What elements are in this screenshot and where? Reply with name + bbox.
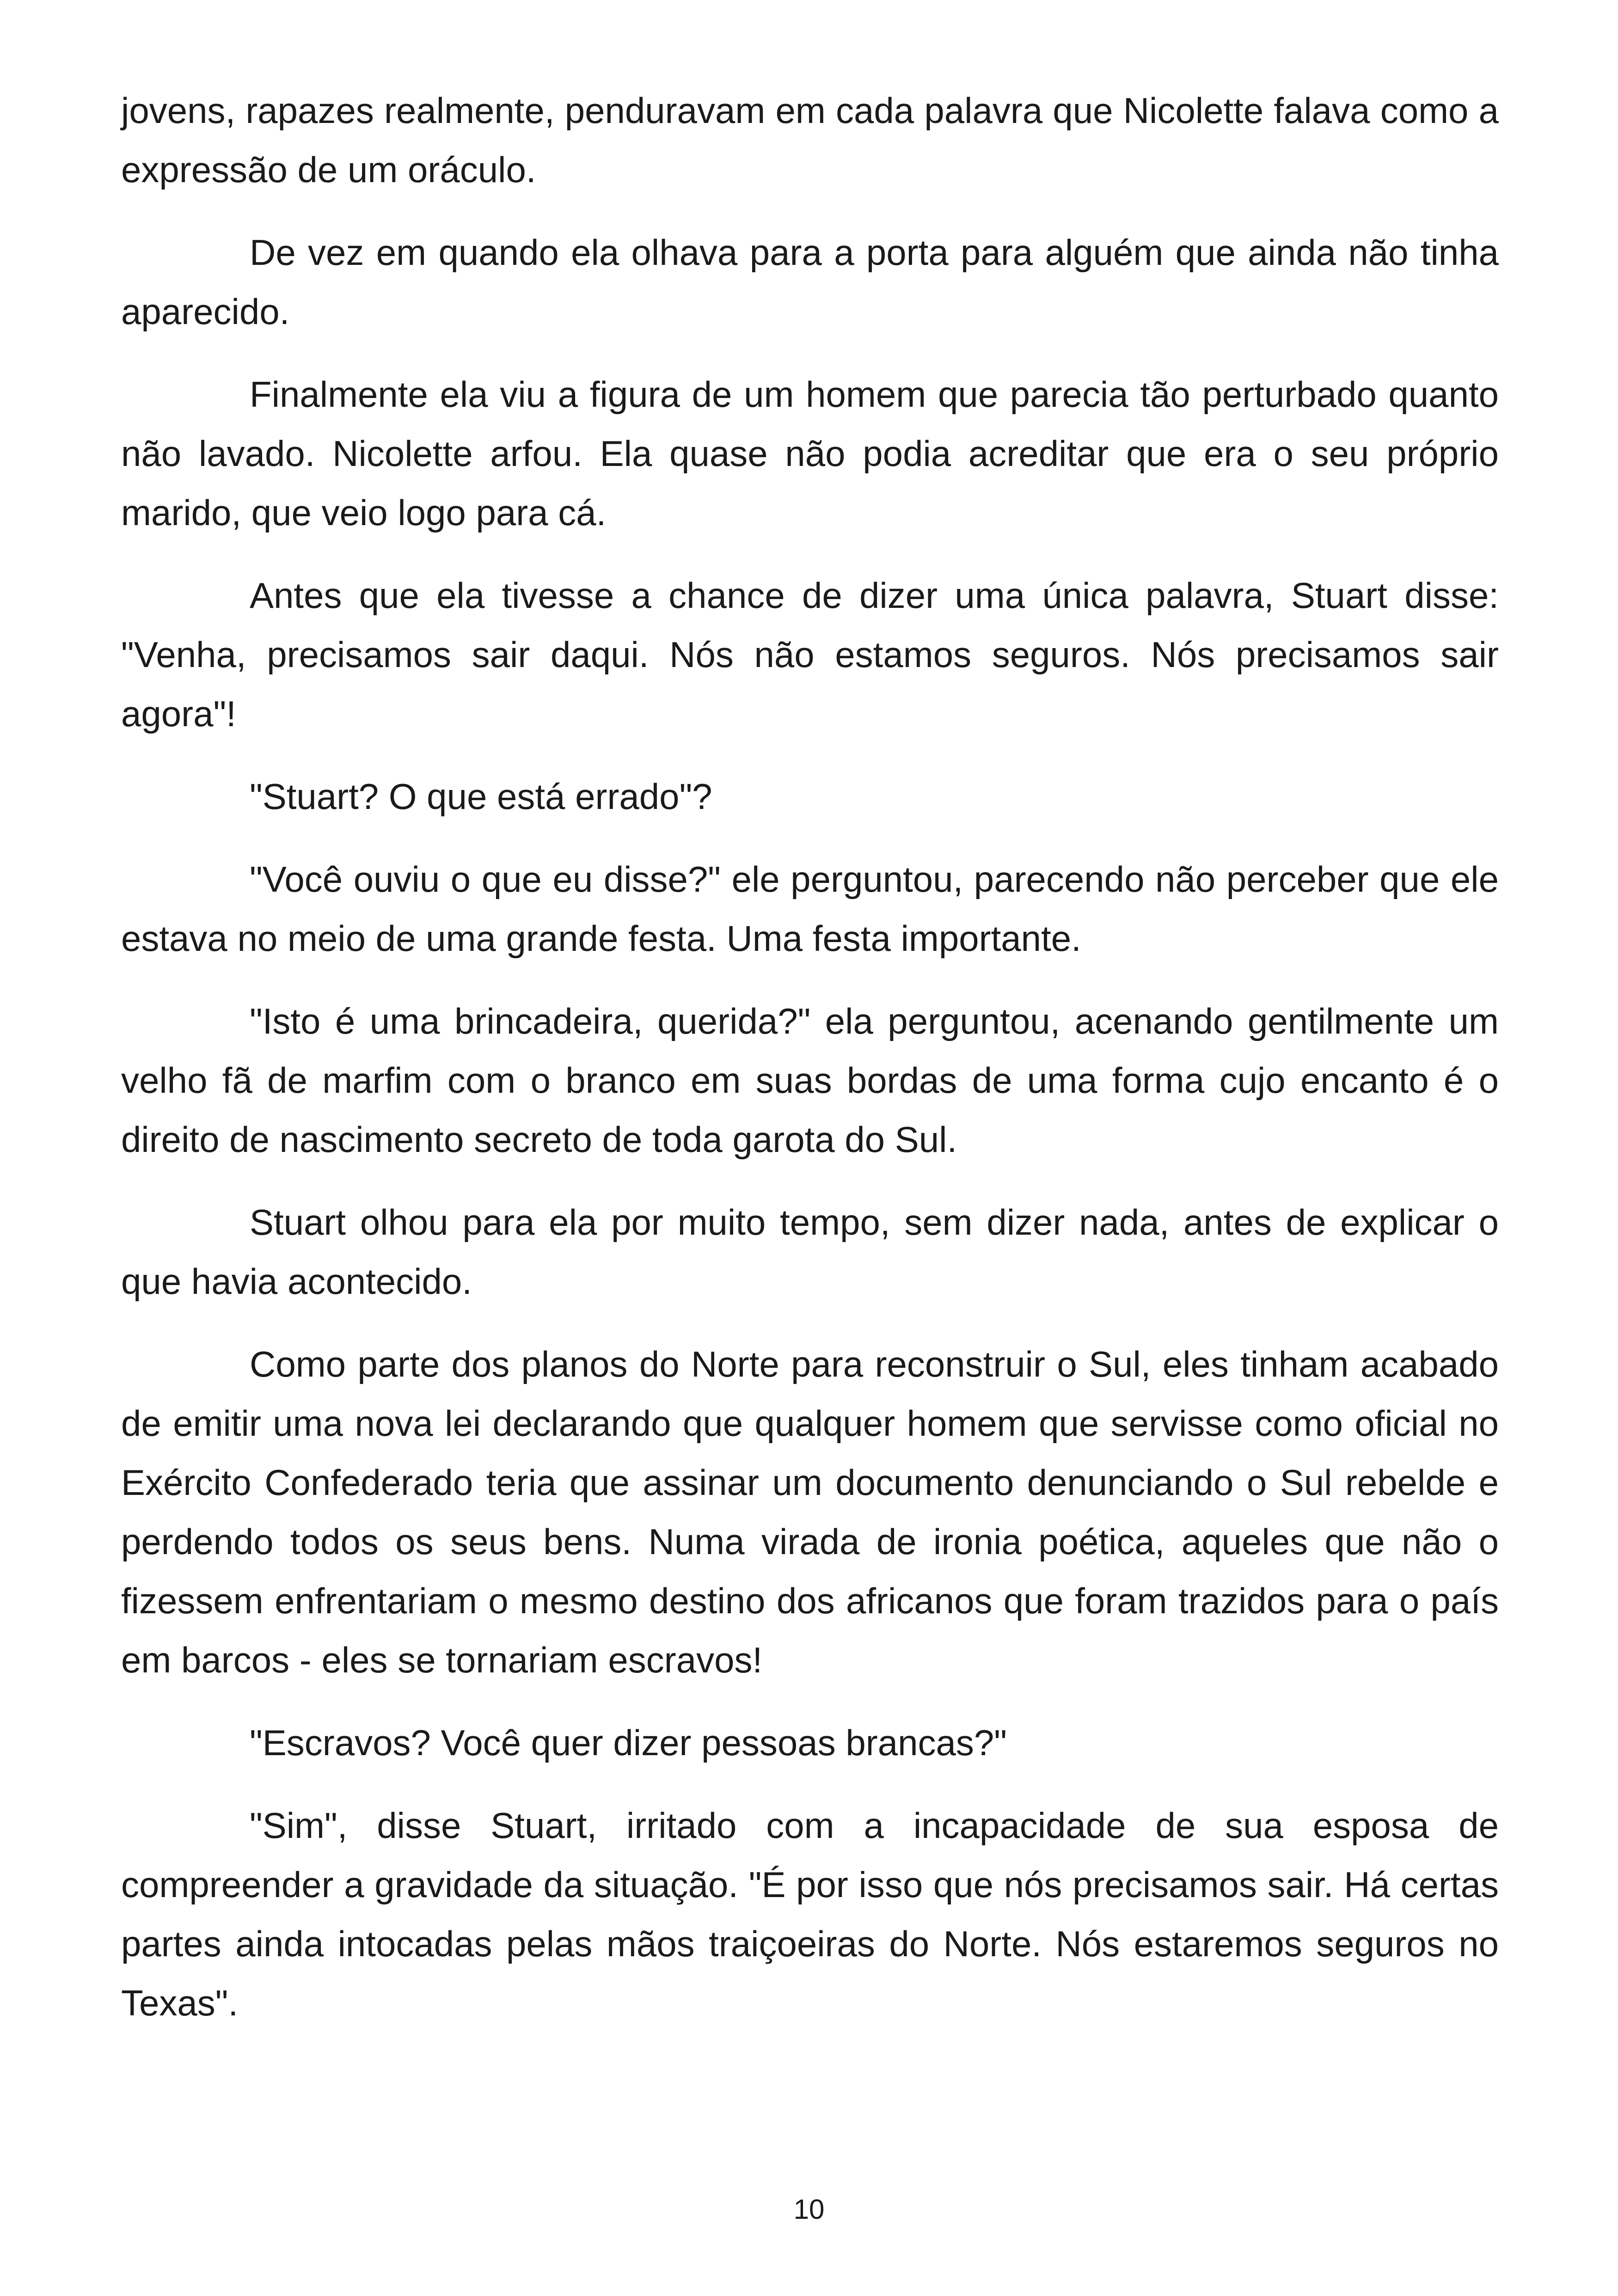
paragraph-continuation: jovens, rapazes realmente, penduravam em cada palavra que Nicolette falava como a expressão de um oráculo. bbox=[121, 90, 1499, 190]
paragraph: "Você ouviu o que eu disse?" ele perguntou, parecendo não perceber que ele estava no meio de uma grande festa. Uma festa importante. bbox=[121, 859, 1499, 959]
page-number: 10 bbox=[793, 2194, 825, 2225]
paragraph: Finalmente ela viu a figura de um homem que parecia tão perturbado quanto não lavado. Nicolette arfou. Ela quase não podia acreditar que era o seu próprio marido, que veio logo para cá. bbox=[121, 374, 1499, 533]
page-body bbox=[121, 81, 1499, 2056]
paragraph: "Escravos? Você quer dizer pessoas brancas?" bbox=[250, 1722, 1007, 1763]
paragraph: Antes que ela tivesse a chance de dizer uma única palavra, Stuart disse: "Venha, precisamos sair daqui. Nós não estamos seguros. Nós precisamos sair agora"! bbox=[121, 575, 1499, 734]
paragraph: Stuart olhou para ela por muito tempo, sem dizer nada, antes de explicar o que havia acontecido. bbox=[121, 1202, 1499, 1302]
paragraph: "Sim", disse Stuart, irritado com a incapacidade de sua esposa de compreender a gravidade da situação. "É por isso que nós precisamos sair. Há certas partes ainda intocadas pelas mãos traiçoeiras do Norte. Nós estaremos seguros no Texas". bbox=[121, 1805, 1499, 2023]
paragraph: Como parte dos planos do Norte para reconstruir o Sul, eles tinham acabado de emitir uma nova lei declarando que qualquer homem que servisse como oficial no Exército Confederado teria que assinar um documento denunciando o Sul rebelde e perdendo todos os seus bens. Numa virada de ironia poética, aqueles que não o fizessem enfrentariam o mesmo destino dos africanos que foram trazidos para o país em barcos - eles se tornariam escravos! bbox=[121, 1344, 1499, 1680]
paragraph: "Isto é uma brincadeira, querida?" ela perguntou, acenando gentilmente um velho fã de marfim com o branco em suas bordas de uma forma cujo encanto é o direito de nascimento secreto de toda garota do Sul. bbox=[121, 1001, 1499, 1160]
paragraph: De vez em quando ela olhava para a porta para alguém que ainda não tinha aparecido. bbox=[121, 232, 1499, 332]
paragraph: "Stuart? O que está errado"? bbox=[250, 776, 712, 817]
